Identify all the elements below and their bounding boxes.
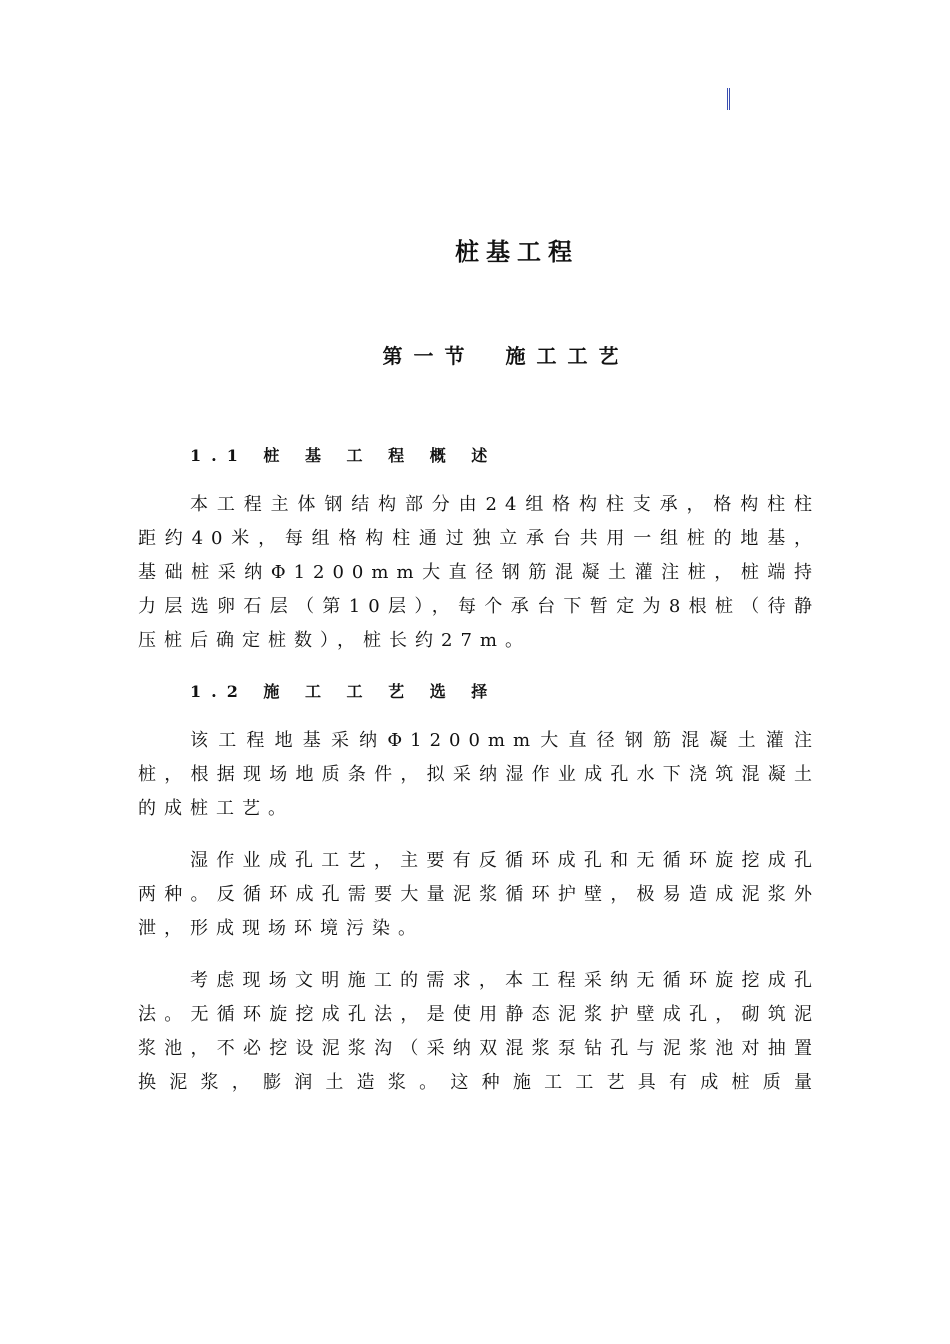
subsection-heading: 1.1 桩 基 工 程 概 述 — [190, 446, 498, 465]
document-body — [138, 440, 820, 1100]
paragraph: 湿作业成孔工艺，主要有反循环成孔和无循环旋挖成孔两种。反循环成孔需要大量泥浆循环护壁，极易造成泥浆外泄，形成现场环境污染。 — [138, 850, 820, 939]
subsection-heading: 1.2 施 工 工 艺 选 择 — [190, 682, 498, 701]
section-name: 施工工艺 — [505, 344, 630, 368]
document-title: 桩基工程 — [455, 238, 579, 266]
section-number: 第一节 — [382, 344, 476, 368]
paragraph: 本工程主体钢结构部分由24组格构柱支承，格构柱柱距约40米，每组格构柱通过独立承台共用一组桩的地基，基础桩采纳Φ1200mm大直径钢筋混凝土灌注桩，桩端持力层选卵石层（第10层），每个承台下暂定为8根桩（待静压桩后确定桩数），桩长约27m。 — [138, 494, 820, 651]
text-cursor-icon — [727, 88, 730, 110]
paragraph: 该工程地基采纳Φ1200mm大直径钢筋混凝土灌注桩，根据现场地质条件，拟采纳湿作业成孔水下浇筑混凝土的成桩工艺。 — [138, 730, 820, 819]
section-heading — [0, 340, 950, 369]
paragraph: 考虑现场文明施工的需求，本工程采纳无循环旋挖成孔法。无循环旋挖成孔法，是使用静态泥浆护壁成孔，砌筑泥浆池，不必挖设泥浆沟（采纳双混浆泵钻孔与泥浆池对抽置换泥浆，膨润土造浆。这种施工工艺具有成桩质量 — [138, 970, 820, 1093]
